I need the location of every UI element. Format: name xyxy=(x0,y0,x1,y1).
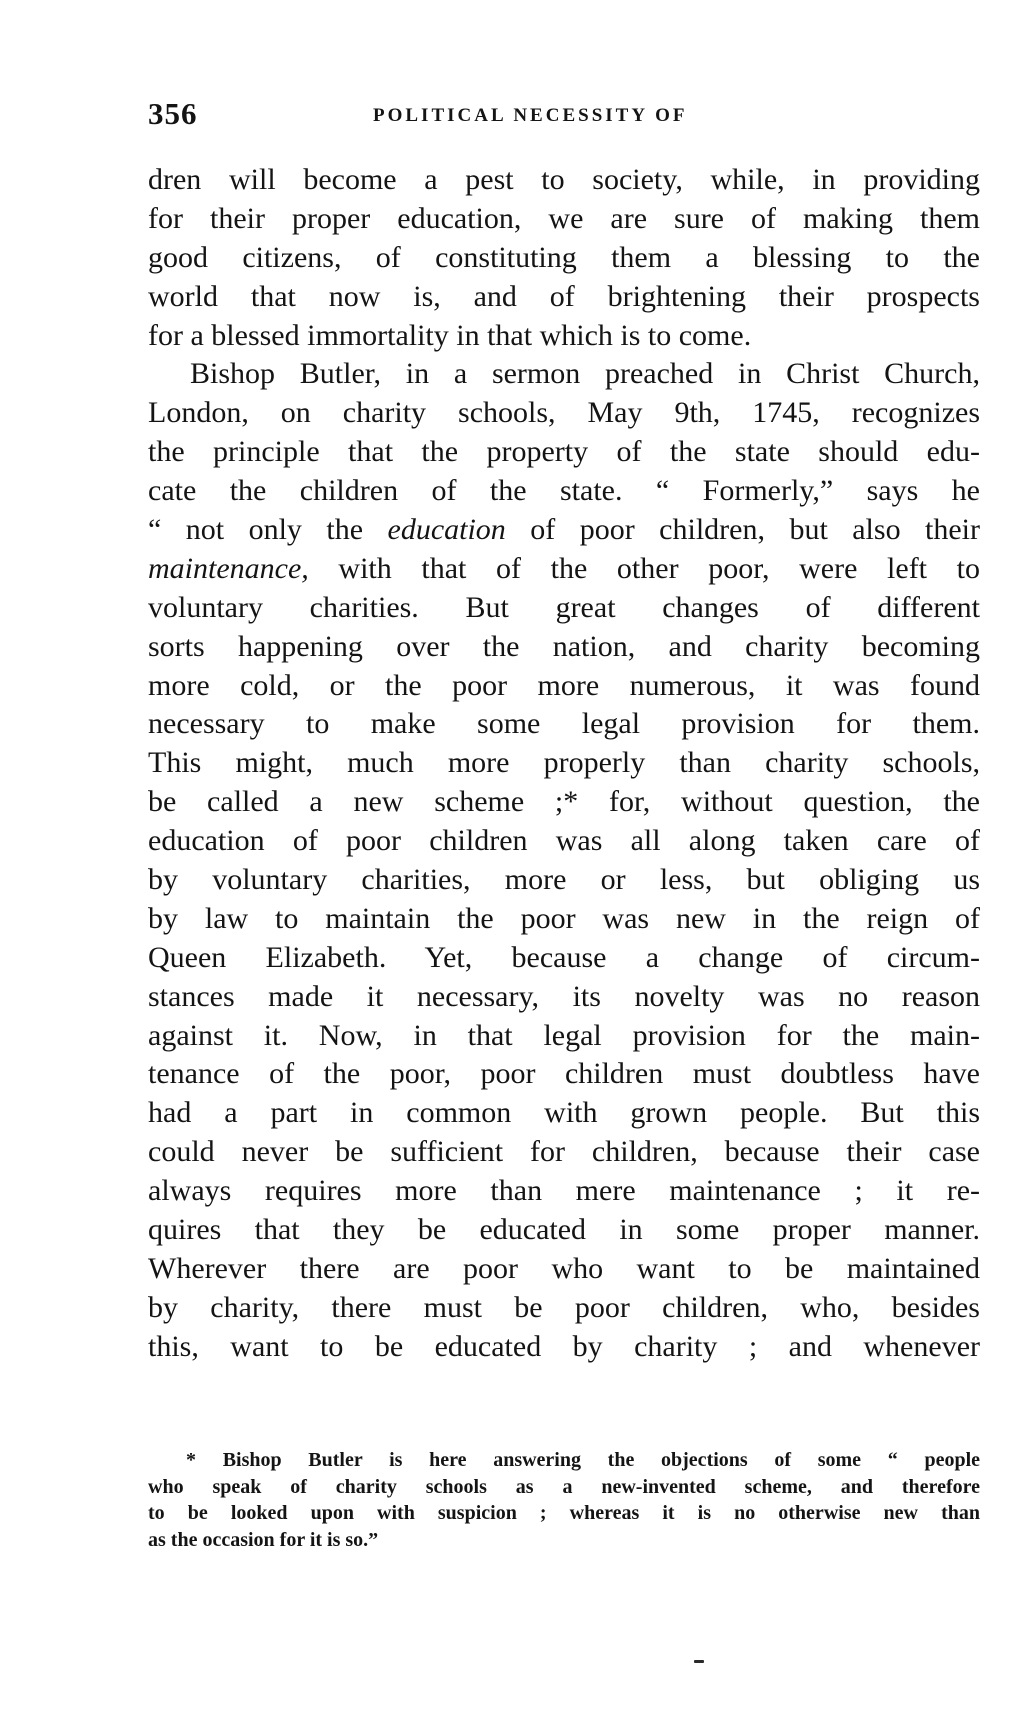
text-line: world that now is, and of brightening their prospects xyxy=(148,279,980,313)
text-line: voluntary charities. But great changes of different xyxy=(148,590,980,624)
footnote xyxy=(148,1447,980,1553)
text-line: stances made it necessary, its novelty was no reason xyxy=(148,979,980,1013)
italic-term-maintenance: maintenance, xyxy=(148,551,309,585)
text-line: tenance of the poor, poor children must doubtless have xyxy=(148,1057,980,1091)
text-line: the principle that the property of the state should edu- xyxy=(148,435,980,469)
text-line: for their proper education, we are sure of making them xyxy=(148,201,980,235)
page-number: 356 xyxy=(148,96,198,131)
text-line: by voluntary charities, more or less, but obliging us xyxy=(148,863,980,897)
text-line: This might, much more properly than charity schools, xyxy=(148,746,980,780)
text-line: cate the children of the state. “ Formerly,” says he xyxy=(148,474,980,508)
text-line: necessary to make some legal provision for them. xyxy=(148,707,980,741)
printer-mark xyxy=(694,1660,704,1663)
text-line: by law to maintain the poor was new in the reign of xyxy=(148,901,980,935)
text-line: London, on charity schools, May 9th, 1745, recognizes xyxy=(148,396,980,430)
text-segment: “ not only the xyxy=(148,513,364,547)
text-line: against it. Now, in that legal provision for the main- xyxy=(148,1018,980,1052)
text-line-with-italic xyxy=(148,511,980,550)
text-line: for a blessed immortality in that which is to come. xyxy=(148,318,752,352)
page-header xyxy=(148,96,980,136)
text-line: could never be sufficient for children, because their case xyxy=(148,1135,980,1169)
text-segment: of poor children, but also their xyxy=(530,513,980,547)
text-line: more cold, or the poor more numerous, it was found xyxy=(148,668,980,702)
text-line: always requires more than mere maintenance ; it re- xyxy=(148,1174,980,1208)
text-line-with-italic xyxy=(148,550,980,589)
text-line: quires that they be educated in some proper manner. xyxy=(148,1213,980,1247)
text-line: Wherever there are poor who want to be maintained xyxy=(148,1251,980,1285)
footnote-line: * Bishop Butler is here answering the objections of some “ people xyxy=(186,1449,980,1471)
footnote-line: as the occasion for it is so.” xyxy=(148,1528,379,1551)
text-line: by charity, there must be poor children, who, besides xyxy=(148,1290,980,1324)
text-line: Queen Elizabeth. Yet, because a change of circum- xyxy=(148,940,980,974)
footnote-line: who speak of charity schools as a new-invented scheme, and therefore xyxy=(148,1475,980,1498)
text-line: good citizens, of constituting them a blessing to the xyxy=(148,240,980,274)
text-segment: with that of the other poor, were left to xyxy=(338,551,980,585)
footnote-line: to be looked upon with suspicion ; whereas it is no otherwise new than xyxy=(148,1502,980,1524)
text-line: this, want to be educated by charity ; and whenever xyxy=(148,1329,980,1363)
text-line: be called a new scheme ;* for, without question, the xyxy=(148,785,980,819)
text-line: had a part in common with grown people. But this xyxy=(148,1096,980,1130)
paragraph-start-line: Bishop Butler, in a sermon preached in Christ Church, xyxy=(190,357,980,391)
text-line: sorts happening over the nation, and charity becoming xyxy=(148,629,980,663)
text-line: dren will become a pest to society, while, in providing xyxy=(148,163,980,196)
text-line: education of poor children was all along taken care of xyxy=(148,824,980,858)
body-text xyxy=(148,161,980,1367)
italic-term-education: education xyxy=(387,513,506,547)
running-head: POLITICAL NECESSITY OF xyxy=(373,105,688,126)
